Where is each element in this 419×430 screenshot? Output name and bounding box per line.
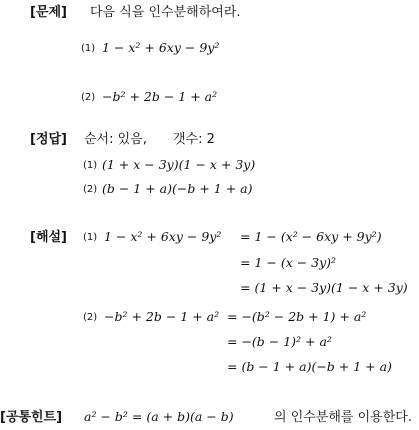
answer-order: 순서: 있음, [84, 132, 147, 147]
solution-part2-step-1: = −(b² − 2b + 1) + a² [227, 309, 367, 324]
solution-part2-step-2: = −(b − 1)² + a² [227, 334, 332, 349]
solution-part1-step-3: = (1 + x − 3y)(1 − x + 3y) [240, 280, 408, 295]
answer-item-2-expression: (b − 1 + a)(−b + 1 + a) [102, 181, 253, 196]
solution-part1-lhs: 1 − x² + 6xy − 9y² [104, 229, 222, 244]
hint-label: [공통힌트] [0, 410, 63, 425]
solution-label: [해설] [30, 230, 67, 245]
problem-label: [문제] [30, 5, 67, 20]
hint-formula: a² − b² = (a + b)(a − b) [84, 409, 234, 424]
answer-item-1-expression: (1 + x − 3y)(1 − x + 3y) [102, 157, 256, 172]
solution-part1-number: (1) [83, 232, 98, 243]
problem-item-2-expression: −b² + 2b − 1 + a² [102, 89, 218, 104]
problem-item-2-number: (2) [81, 92, 96, 103]
answer-label: [정답] [30, 132, 67, 147]
problem-item-1-expression: 1 − x² + 6xy − 9y² [102, 40, 220, 55]
solution-part1-step-2: = 1 − (x − 3y)² [240, 255, 337, 270]
answer-count: 갯수: 2 [173, 132, 215, 147]
hint-text: 의 인수분해를 이용한다. [274, 410, 412, 425]
solution-part2-lhs: −b² + 2b − 1 + a² [104, 309, 220, 324]
problem-instruction: 다음 식을 인수분해하여라. [90, 5, 241, 20]
solution-part2-step-3: = (b − 1 + a)(−b + 1 + a) [227, 359, 392, 374]
solution-part2-number: (2) [83, 312, 98, 323]
answer-item-2-number: (2) [83, 184, 98, 195]
problem-item-1-number: (1) [81, 43, 96, 54]
answer-item-1-number: (1) [83, 160, 98, 171]
solution-part1-step-1: = 1 − (x² − 6xy + 9y²) [240, 229, 382, 244]
